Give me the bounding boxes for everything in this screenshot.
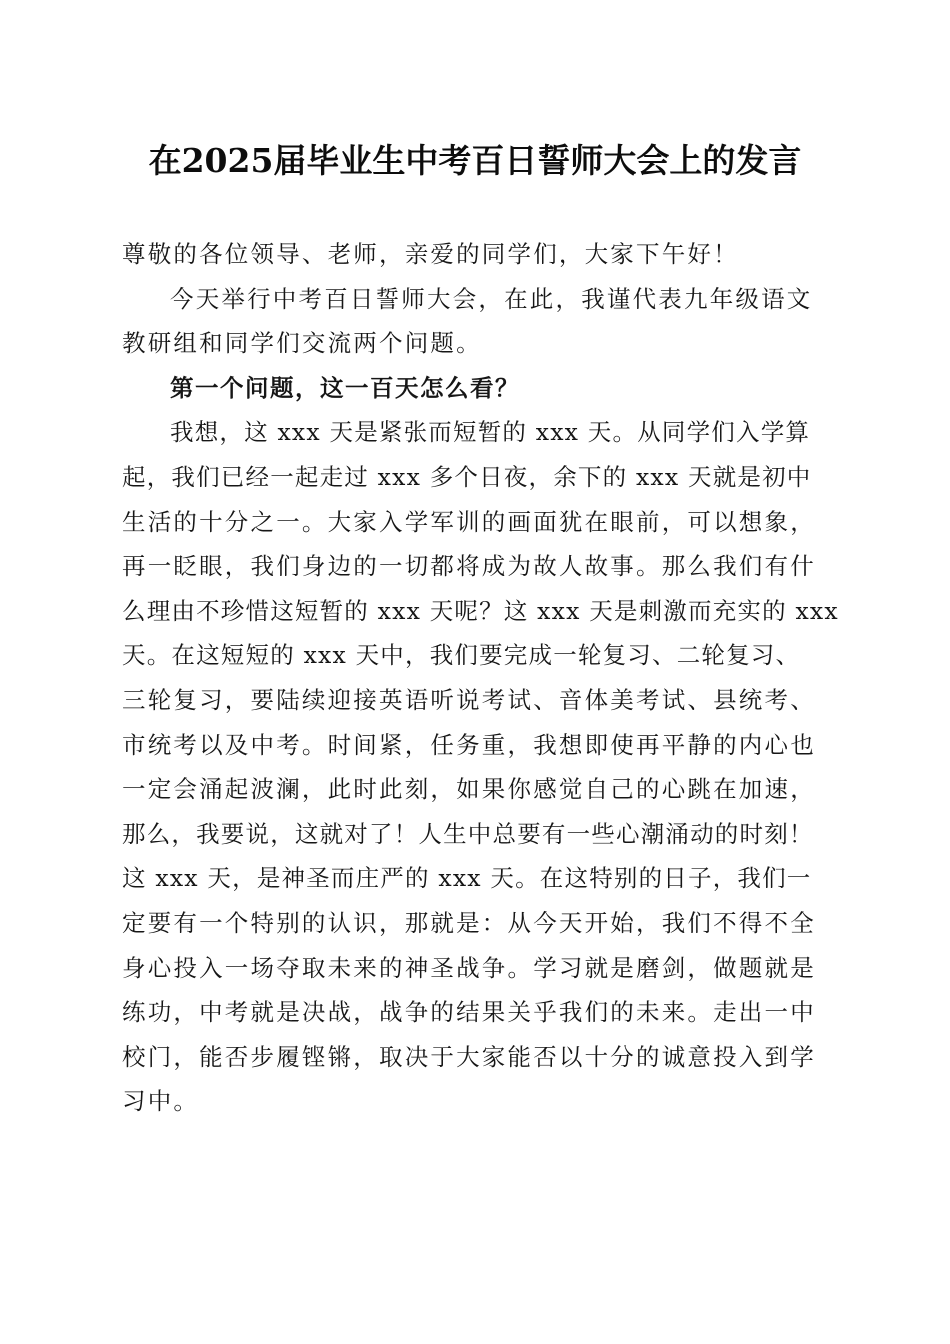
- paragraph-body-line: 校门，能否步履铿锵，取决于大家能否以十分的诚意投入到学: [122, 1042, 816, 1071]
- document-title: 在2025届毕业生中考百日誓师大会上的发言: [148, 141, 802, 180]
- salutation-line: 尊敬的各位领导、老师，亲爱的同学们，大家下午好！: [122, 240, 739, 268]
- paragraph-intro-line-2: 教研组和同学们交流两个问题。: [122, 329, 482, 358]
- paragraph-body-line: 我想，这 xxx 天是紧张而短暂的 xxx 天。从同学们入学算: [170, 418, 811, 447]
- paragraph-body-line: 再一眨眼，我们身边的一切都将成为故人故事。那么我们有什: [122, 552, 816, 581]
- paragraph-body-line: 么理由不珍惜这短暂的 xxx 天呢？这 xxx 天是刺激而充实的 xxx: [122, 596, 839, 625]
- paragraph-body-line: 起，我们已经一起走过 xxx 多个日夜，余下的 xxx 天就是初中: [122, 462, 812, 491]
- section-heading: 第一个问题，这一百天怎么看？: [170, 373, 520, 402]
- document-body: [122, 232, 839, 1124]
- paragraph-body-line: 市统考以及中考。时间紧，任务重，我想即使再平静的内心也: [122, 730, 816, 759]
- paragraph-body-line: 身心投入一场夺取未来的神圣战争。学习就是磨剑，做题就是: [122, 953, 816, 982]
- paragraph-body-line: 那么，我要说，这就对了！人生中总要有一些心潮涌动的时刻！: [122, 819, 814, 848]
- paragraph-body-line: 生活的十分之一。大家入学军训的画面犹在眼前，可以想象，: [122, 507, 816, 536]
- paragraph-body-line: 习中。: [122, 1087, 200, 1116]
- paragraph-intro-line-1: 今天举行中考百日誓师大会，在此，我谨代表九年级语文: [170, 284, 813, 313]
- paragraph-body-line: 练功，中考就是决战，战争的结果关乎我们的未来。走出一中: [122, 998, 816, 1027]
- paragraph-body-line: 天。在这短短的 xxx 天中，我们要完成一轮复习、二轮复习、: [122, 641, 801, 670]
- paragraph-body-line: 一定会涌起波澜，此时此刻，如果你感觉自己的心跳在加速，: [122, 775, 816, 804]
- paragraph-body-line: 定要有一个特别的认识，那就是：从今天开始，我们不得不全: [122, 908, 816, 937]
- paragraph-body-line: 这 xxx 天，是神圣而庄严的 xxx 天。在这特别的日子，我们一: [122, 864, 812, 893]
- paragraph-body-line: 三轮复习，要陆续迎接英语听说考试、音体美考试、县统考、: [122, 685, 816, 714]
